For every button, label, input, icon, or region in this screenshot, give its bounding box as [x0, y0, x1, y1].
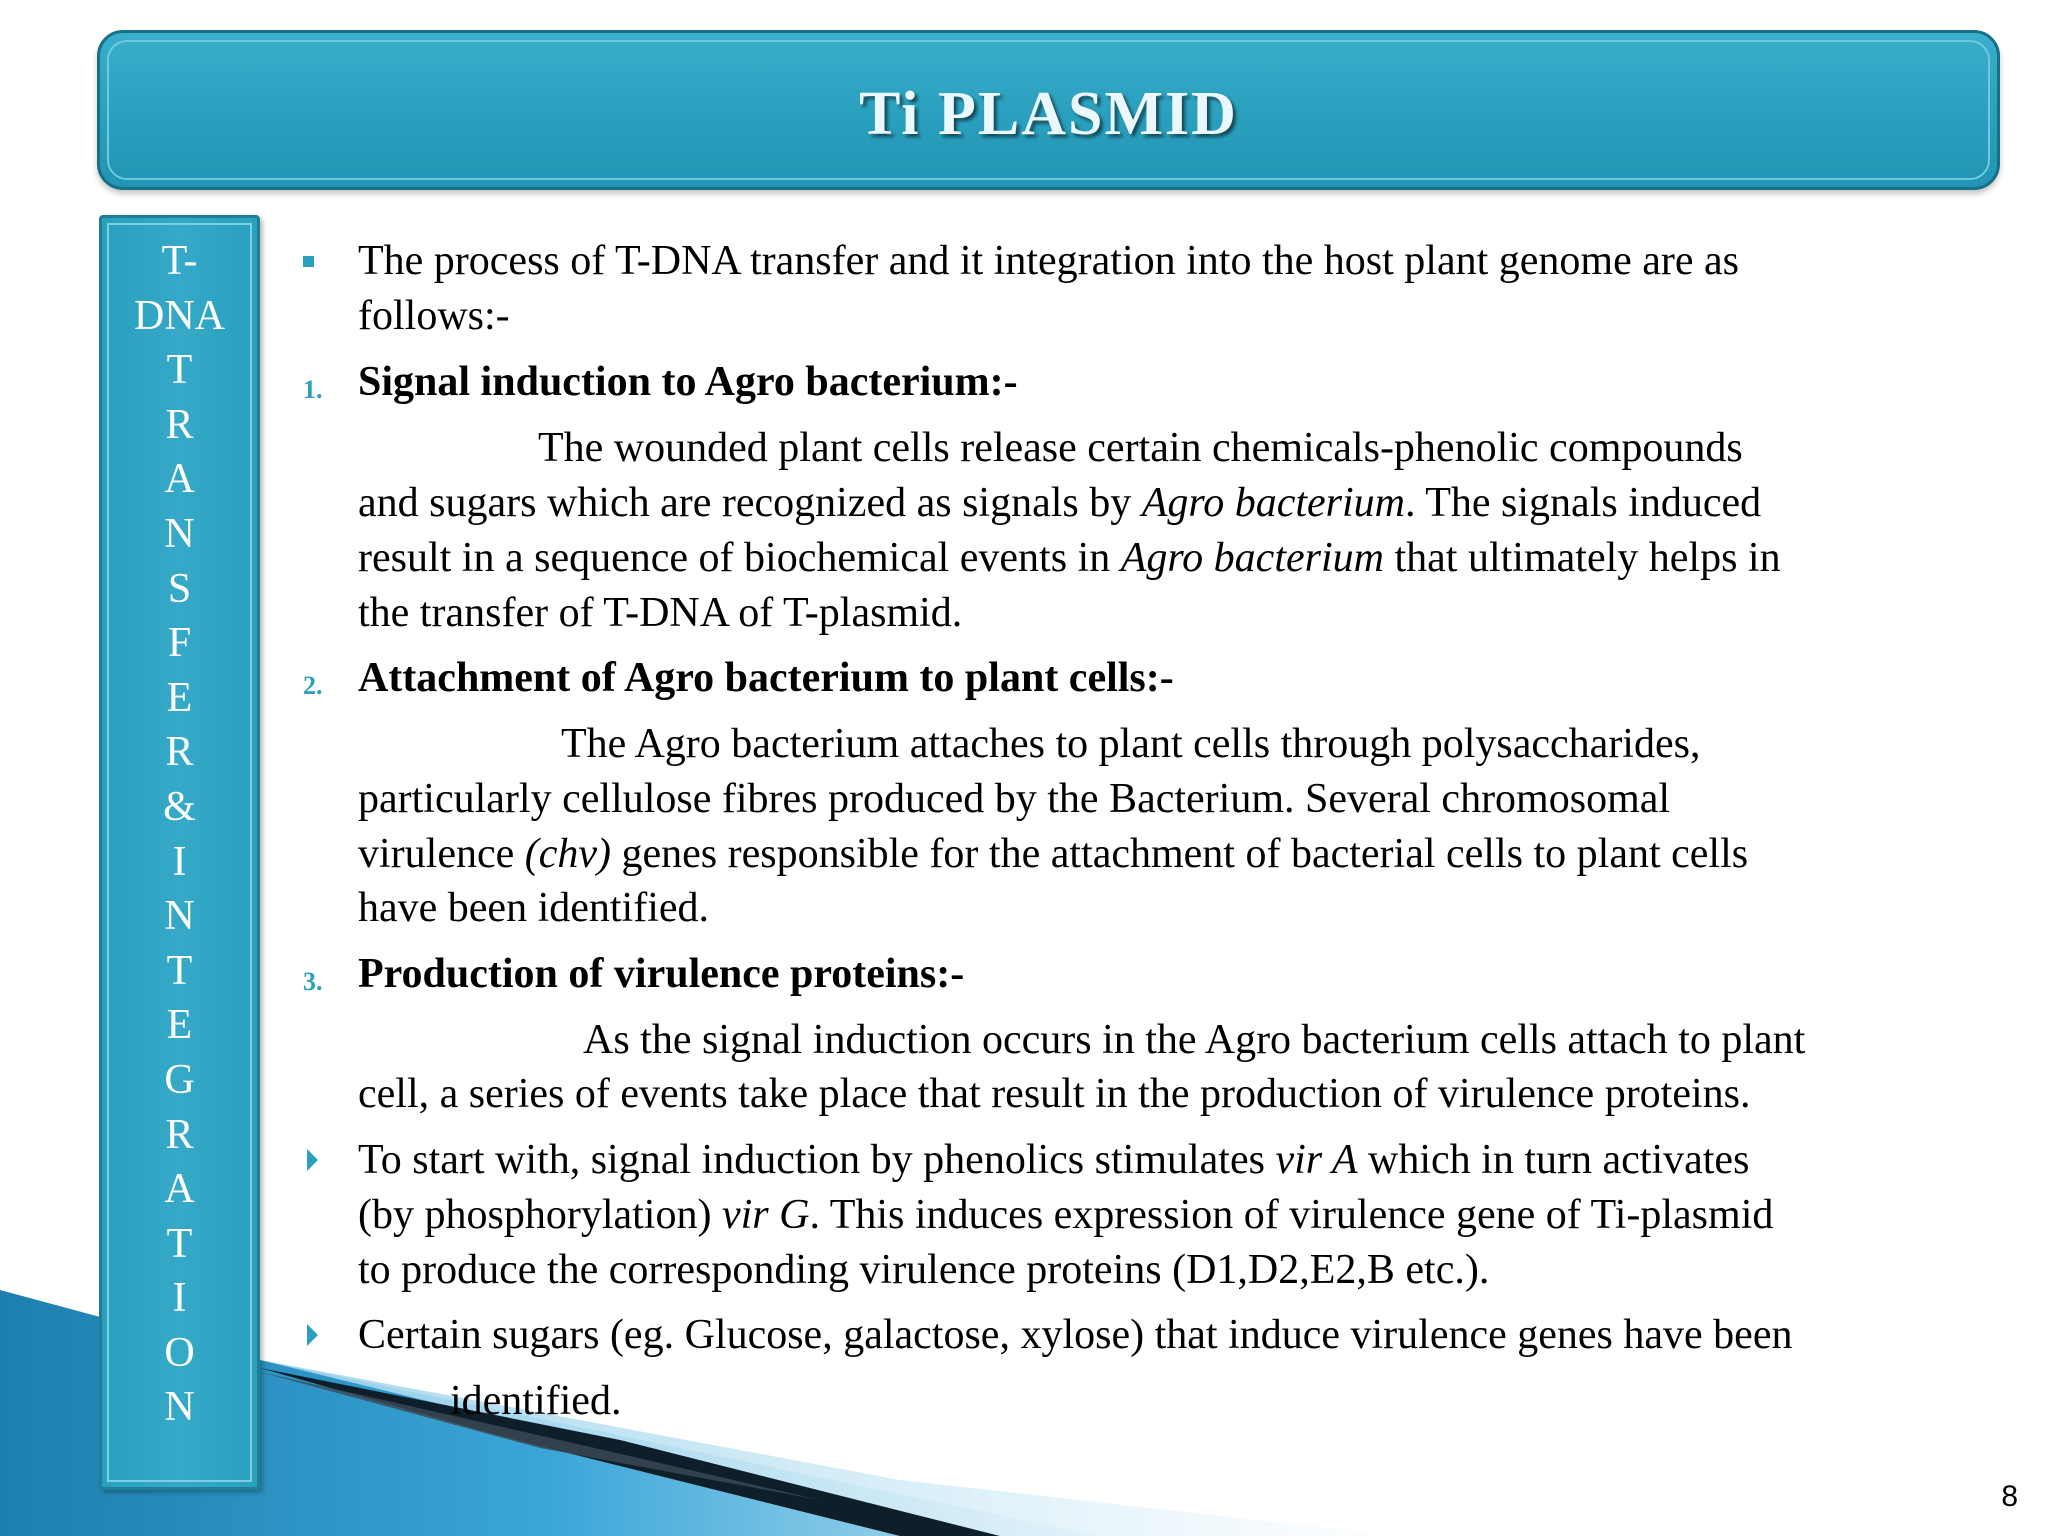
item-text-line: [358, 772, 1938, 827]
side-banner-letter: T: [166, 947, 193, 994]
arrow-bullet: [358, 1308, 1938, 1363]
side-banner-letter: F: [167, 620, 192, 667]
item-text-italic: (chv): [524, 831, 612, 877]
item-text-line: [358, 531, 1938, 586]
slide-title: Ti PLASMID: [859, 80, 1238, 148]
item-heading: Production of virulence proteins:-: [358, 951, 965, 997]
intro-bullet: [358, 234, 1938, 289]
side-banner-letter: N: [164, 1384, 195, 1431]
side-banner-letter: N: [164, 893, 195, 940]
triangle-bullet-icon: [307, 1149, 318, 1171]
intro-line-2: follows:-: [358, 293, 510, 339]
page-number: 8: [2001, 1480, 2018, 1513]
side-banner-letter: G: [164, 1056, 195, 1103]
item-text-line: [358, 1067, 1938, 1122]
side-banner-letter: R: [165, 729, 194, 776]
side-banner-letter: A: [164, 456, 195, 503]
item-text-line: [358, 881, 1938, 936]
item-text: virulence: [358, 831, 525, 877]
item-text-line: [358, 586, 1938, 641]
item-number: 3.: [303, 967, 323, 996]
bullet-text: Certain sugars (eg. Glucose, galactose, xylose) that induce virulence genes have been: [358, 1312, 1793, 1358]
side-banner-letter: A: [164, 1166, 195, 1213]
item-text-line: [358, 1013, 1938, 1068]
item-heading: Attachment of Agro bacterium to plant cells:-: [358, 655, 1174, 701]
bullet-text: to produce the corresponding virulence proteins (D1,D2,E2,B etc.).: [358, 1247, 1490, 1293]
bullet-text: To start with, signal induction by phenolics stimulates: [358, 1137, 1276, 1183]
item-text-line: [358, 827, 1938, 882]
list-item: [303, 651, 1938, 706]
item-text-line: [358, 476, 1938, 531]
intro-line-1: The process of T-DNA transfer and it integration into the host plant genome are as: [358, 238, 1739, 284]
square-bullet-icon: [303, 256, 314, 267]
side-banner-letter: O: [164, 1329, 195, 1376]
item-text: The Agro bacterium attaches to plant cells through polysaccharides,: [561, 721, 1701, 767]
side-banner-letter: T: [166, 347, 193, 394]
item-text: The wounded plant cells release certain chemicals-phenolic compounds: [538, 425, 1743, 471]
side-banner-letter: N: [164, 510, 195, 557]
bullet-text-italic: vir A: [1275, 1137, 1358, 1183]
side-banner-letter: E: [166, 1002, 193, 1049]
item-text: result in a sequence of biochemical events in: [358, 535, 1121, 581]
item-text-line: [358, 421, 1938, 476]
bullet-text-line: [358, 1374, 1938, 1429]
side-banner-letter: S: [167, 565, 192, 612]
item-text-italic: Agro bacterium: [1120, 535, 1384, 581]
side-banner-letter: T-: [161, 238, 198, 284]
side-banner-letter: I: [172, 838, 187, 885]
side-banner-letter: R: [165, 1111, 194, 1158]
bullet-text-line: [358, 1243, 1938, 1298]
item-number: 1.: [303, 375, 323, 404]
list-item: [303, 355, 1938, 410]
item-text-line: [358, 717, 1938, 772]
bullet-text-italic: vir G: [721, 1192, 810, 1238]
item-text: that ultimately helps in: [1383, 535, 1781, 581]
bullet-text: identified.: [450, 1378, 622, 1424]
bullet-text-line: [358, 1188, 1938, 1243]
item-text: . The signals induced: [1405, 480, 1762, 526]
item-heading: Signal induction to Agro bacterium:-: [358, 359, 1018, 405]
side-banner-letter: T: [166, 1220, 193, 1267]
item-text-italic: Agro bacterium: [1141, 480, 1405, 526]
item-text: and sugars which are recognized as signals by: [358, 480, 1142, 526]
side-banner-letter: DNA: [134, 292, 225, 339]
item-number: 2.: [303, 671, 323, 700]
intro-line-2-row: [358, 289, 1938, 344]
item-text: particularly cellulose fibres produced by the Bacterium. Several chromosomal: [358, 776, 1671, 822]
bullet-text: which in turn activates: [1357, 1137, 1750, 1183]
side-banner-letter: I: [172, 1275, 187, 1322]
bullet-text: . This induces expression of virulence gene of Ti-plasmid: [809, 1192, 1774, 1238]
item-text: cell, a series of events take place that result in the production of virulence proteins.: [358, 1071, 1751, 1117]
side-banner-letter: R: [165, 401, 194, 448]
arrow-bullet: [358, 1133, 1938, 1188]
item-text: have been identified.: [358, 885, 710, 931]
item-text: As the signal induction occurs in the Agro bacterium cells attach to plant: [583, 1017, 1806, 1063]
triangle-bullet-icon: [307, 1324, 318, 1346]
side-banner-letter: E: [166, 674, 193, 721]
list-item: [303, 947, 1938, 1002]
bullet-text: (by phosphorylation): [358, 1192, 722, 1238]
item-text: the transfer of T-DNA of T-plasmid.: [358, 590, 963, 636]
side-banner-letter: &: [163, 783, 196, 830]
item-text: genes responsible for the attachment of bacterial cells to plant cells: [611, 831, 1749, 877]
